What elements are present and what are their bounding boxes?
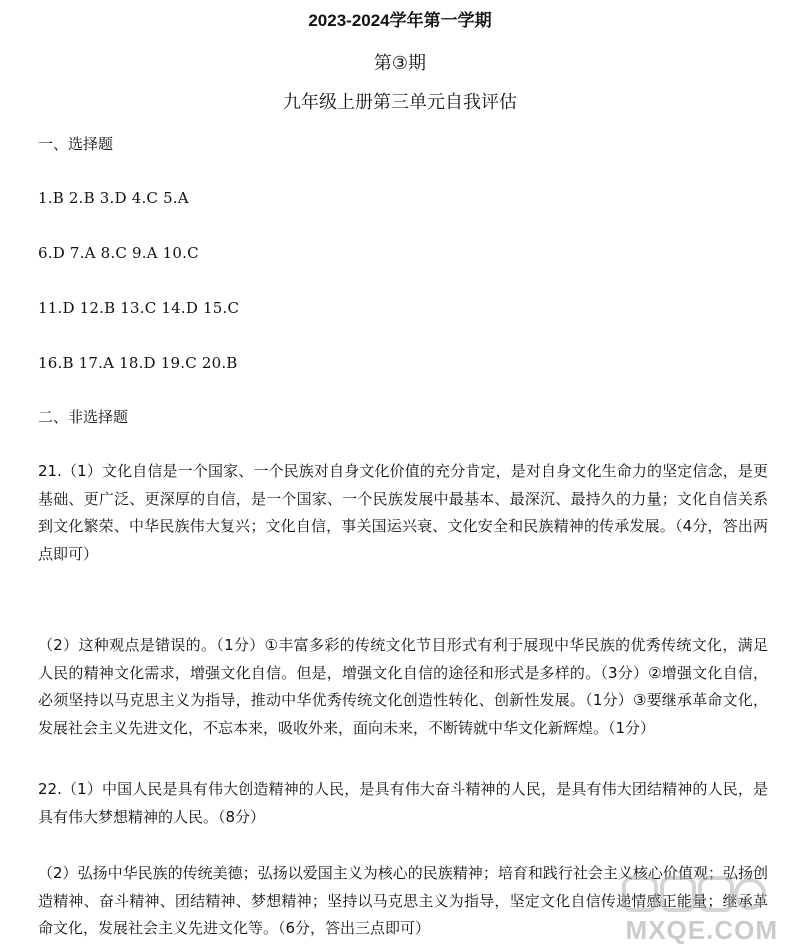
answer-paragraph-22-2: （2）弘扬中华民族的传统美德；弘扬以爱国主义为核心的民族精神；培育和践行社会主义核心价值观；弘扬创造精神、奋斗精神、团结精神、梦想精神；坚持以马克思主义为指导，坚定文化自信传递情感正能量；继承革命文化，发展社会主义先进文化等。（6分，答出三点即可）: [38, 864, 768, 937]
answer-paragraph-22-1: 22.（1）中国人民是具有伟大创造精神的人民，是具有伟大奋斗精神的人民，是具有伟大团结精神的人民，是具有伟大梦想精神的人民。（8分）: [38, 780, 768, 826]
answer-row: 1.B 2.B 3.D 4.C 5.A: [38, 189, 189, 207]
answer-paragraph-21-1: 21.（1）文化自信是一个国家、一个民族对自身文化价值的充分肯定，是对自身文化生命力的坚定信念，是更基础、更广泛、更深厚的自信，是一个国家、一个民族发展中最基本、最深沉、最持久的力量；文化自信关系到文化繁荣、中华民族伟大复兴；文化自信，事关国运兴衰、文化安全和民族精神的传承发展。（4分，答出两点即可）: [38, 462, 768, 563]
section-heading-non-choice: 二、非选择题: [38, 408, 129, 426]
answer-paragraph-21-2: （2）这种观点是错误的。（1分）①丰富多彩的传统文化节目形式有利于展现中华民族的优秀传统文化，满足人民的精神文化需求，增强文化自信。但是，增强文化自信的途径和形式是多样的。（3分）②增强文化自信，必须坚持以马克思主义为指导，推动中华优秀传统文化创造性转化、创新性发展。（1分）③要继承革命文化，发展社会主义先进文化，不忘本来，吸收外来，面向未来，不断铸就中华文化新辉煌。（1分）: [38, 636, 768, 737]
answer-row: 16.B 17.A 18.D 19.C 20.B: [38, 354, 238, 372]
document-title: 2023-2024学年第一学期: [308, 11, 492, 30]
answer-row: 6.D 7.A 8.C 9.A 10.C: [38, 244, 199, 262]
section-heading-choice: 一、选择题: [38, 135, 114, 153]
watermark-text: MXQE.COM: [625, 915, 778, 945]
answer-row: 11.D 12.B 13.C 14.D 15.C: [38, 299, 240, 317]
issue-number: 第③期: [373, 53, 427, 74]
unit-title: 九年级上册第三单元自我评估: [283, 92, 517, 113]
